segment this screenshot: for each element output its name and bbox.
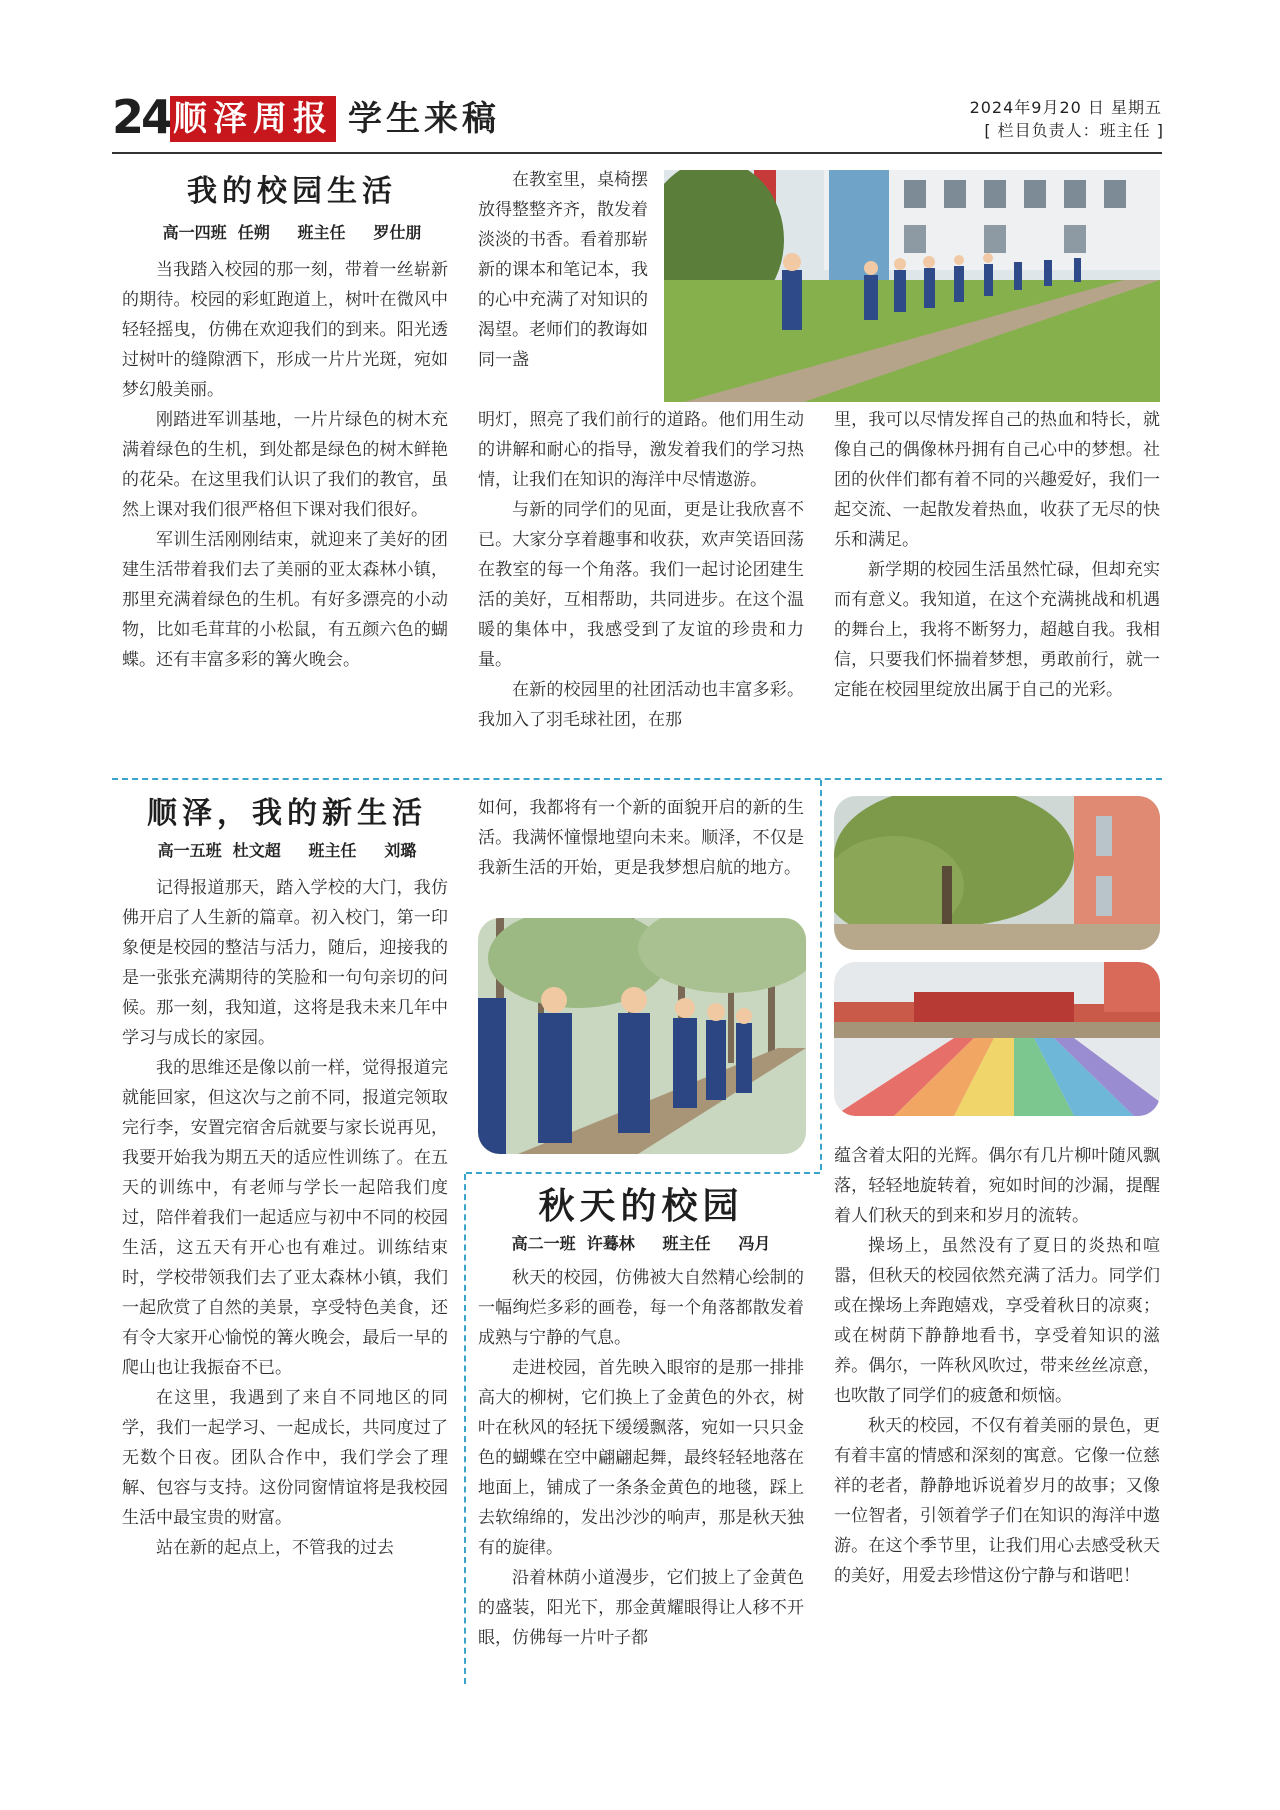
paragraph: 里，我可以尽情发挥自己的热血和特长，就像自己的偶像林丹拥有自己心中的梦想。社团的伙伴们都有着不同的兴趣爱好，我们一起交流、一起散发着热血，收获了无尽的快乐和满足。 — [834, 410, 1160, 550]
paragraph: 走进校园，首先映入眼帘的是那一排排高大的柳树，它们换上了金黄色的外衣，树叶在秋风的轻抚下缓缓飘落，宛如一只只金色的蝴蝶在空中翩翩起舞，最终轻轻地落在地面上，铺成了一条条金黄色的地毯，踩上去软绵绵的，发出沙沙的响声，那是秋天独有的旋律。 — [478, 1358, 804, 1558]
paragraph: 如何，我都将有一个新的面貌开启的新的生活。我满怀憧憬地望向未来。顺泽，不仅是我新生活的开始，更是我梦想启航的地方。 — [478, 798, 804, 878]
article1-byline: 高一四班 任朔 班主任 罗仕朋 — [162, 223, 422, 242]
article1-title: 我的校园生活 — [187, 174, 397, 209]
paragraph: 秋天的校园，不仅有着美丽的景色，更有着丰富的情感和深刻的寓意。它像一位慈祥的老者，静静地诉说着岁月的故事；又像一位智者，引领着学子们在知识的海洋中遨游。在这个季节里，让我们用心去感受秋天的美好，用爱去珍惜这份宁静与和谐吧！ — [834, 1416, 1160, 1586]
paragraph: 秋天的校园，仿佛被大自然精心绘制的一幅绚烂多彩的画卷，每一个角落都散发着成熟与宁静的气息。 — [478, 1268, 804, 1348]
paragraph: 新学期的校园生活虽然忙碌，但却充实而有意义。我知道，在这个充满挑战和机遇的舞台上，我将不断努力，超越自我。我相信，只要我们怀揣着梦想，勇敢前行，就一定能在校园里绽放出属于自己的光彩。 — [834, 560, 1160, 700]
photo-rainbow-track — [834, 962, 1160, 1116]
article3-byline: 高二一班 许蓦林 班主任 冯月 — [511, 1234, 771, 1253]
photo-willow-tree — [834, 796, 1160, 950]
article1-column-3 — [834, 405, 1160, 705]
paragraph: 蕴含着太阳的光辉。偶尔有几片柳叶随风飘落，轻轻地旋转着，宛如时间的沙漏，提醒着人们秋天的到来和岁月的流转。 — [834, 1146, 1160, 1226]
article1-column-2-top — [478, 165, 648, 375]
article3-column-2 — [478, 1263, 804, 1653]
article2-column-2 — [478, 793, 804, 883]
paragraph: 在新的校园里的社团活动也丰富多彩。我加入了羽毛球社团，在那 — [478, 680, 804, 730]
paragraph: 我的思维还是像以前一样，觉得报道完就能回家，但这次与之前不同，报道完领取完行李，安置完宿舍后就要与家长说再见，我要开始我为期五天的适应性训练了。在五天的训练中，有老师与学长一起陪我们度过，陪伴着我们一起适应与初中不同的校园生活，这五天有开心也有难过。训练结束时，学校带领我们去了亚太森林小镇，我们一起欣赏了自然的美景，享受特色美食，还有令大家开心愉悦的篝火晚会，最后一早的爬山也让我振奋不已。 — [122, 1058, 448, 1378]
photo-students-boardwalk — [664, 170, 1160, 402]
paragraph: 与新的同学们的见面，更是让我欣喜不已。大家分享着趣事和收获，欢声笑语回荡在教室的每一个角落。我们一起讨论团建生活的美好，互相帮助，共同进步。在这个温暖的集体中，我感受到了友谊的珍贵和力量。 — [478, 500, 804, 670]
paragraph: 当我踏入校园的那一刻，带着一丝崭新的期待。校园的彩虹跑道上，树叶在微风中轻轻摇曳，仿佛在欢迎我们的到来。阳光透过树叶的缝隙洒下，形成一片片光斑，宛如梦幻般美丽。 — [122, 260, 448, 400]
article2-column-1 — [122, 873, 448, 1563]
paragraph: 明灯，照亮了我们前行的道路。他们用生动的讲解和耐心的指导，激发着我们的学习热情，让我们在知识的海洋中尽情遨游。 — [478, 410, 804, 490]
paragraph: 军训生活刚刚结束，就迎来了美好的团建生活带着我们去了美丽的亚太森林小镇，那里充满着绿色的生机。有好多漂亮的小动物，比如毛茸茸的小松鼠，有五颜六色的蝴蝶。还有丰富多彩的篝火晚会。 — [122, 530, 448, 670]
horizontal-divider-short — [466, 1172, 820, 1174]
paragraph: 在教室里，桌椅摆放得整整齐齐，散发着淡淡的书香。看着那崭新的课本和笔记本，我的心中充满了对知识的渴望。老师们的教诲如同一盏 — [478, 170, 648, 370]
paragraph: 记得报道那天，踏入学校的大门，我仿佛开启了人生新的篇章。初入校门，第一印象便是校园的整洁与活力，随后，迎接我的是一张张充满期待的笑脸和一句句亲切的问候。那一刻，我知道，这将是我未来几年中学习与成长的家园。 — [122, 878, 448, 1048]
paragraph: 沿着林荫小道漫步，它们披上了金黄色的盛装，阳光下，那金黄耀眼得让人移不开眼，仿佛每一片叶子都 — [478, 1568, 804, 1648]
newspaper-logo: 顺泽周报 — [170, 96, 336, 142]
article3-column-3 — [834, 1141, 1160, 1591]
header-rule — [112, 152, 1162, 154]
paragraph: 刚踏进军训基地，一片片绿色的树木充满着绿色的生机，到处都是绿色的树木鲜艳的花朵。在这里我们认识了我们的教官，虽然上课对我们很严格但下课对我们很好。 — [122, 410, 448, 520]
article1-column-1 — [122, 255, 448, 675]
page-number: 24 — [112, 90, 171, 144]
article2-title: 顺泽，我的新生活 — [147, 796, 427, 831]
article1-column-2 — [478, 405, 804, 735]
paragraph: 操场上，虽然没有了夏日的炎热和喧嚣，但秋天的校园依然充满了活力。同学们或在操场上奔跑嬉戏，享受着秋日的凉爽；或在树荫下静静地看书，享受着知识的滋养。偶尔，一阵秋风吹过，带来丝丝凉意，也吹散了同学们的疲惫和烦恼。 — [834, 1236, 1160, 1406]
section-title: 学生来稿 — [348, 99, 500, 139]
photo-students-forest — [478, 918, 806, 1154]
article2-byline: 高一五班 杜文超 班主任 刘璐 — [157, 841, 417, 860]
issue-date: 2024年9月20 日 星期五 — [969, 98, 1162, 117]
vertical-divider — [820, 780, 822, 1170]
column-editor: [ 栏目负责人：班主任 ] — [984, 121, 1164, 140]
paragraph: 在这里，我遇到了来自不同地区的同学，我们一起学习、一起成长，共同度过了无数个日夜。团队合作中，我们学会了理解、包容与支持。这份同窗情谊将是我校园生活中最宝贵的财富。 — [122, 1388, 448, 1528]
article3-title: 秋天的校园 — [538, 1186, 744, 1227]
vertical-divider-lower — [464, 1174, 466, 1684]
paragraph: 站在新的起点上，不管我的过去 — [156, 1538, 394, 1558]
horizontal-divider — [112, 778, 1162, 780]
